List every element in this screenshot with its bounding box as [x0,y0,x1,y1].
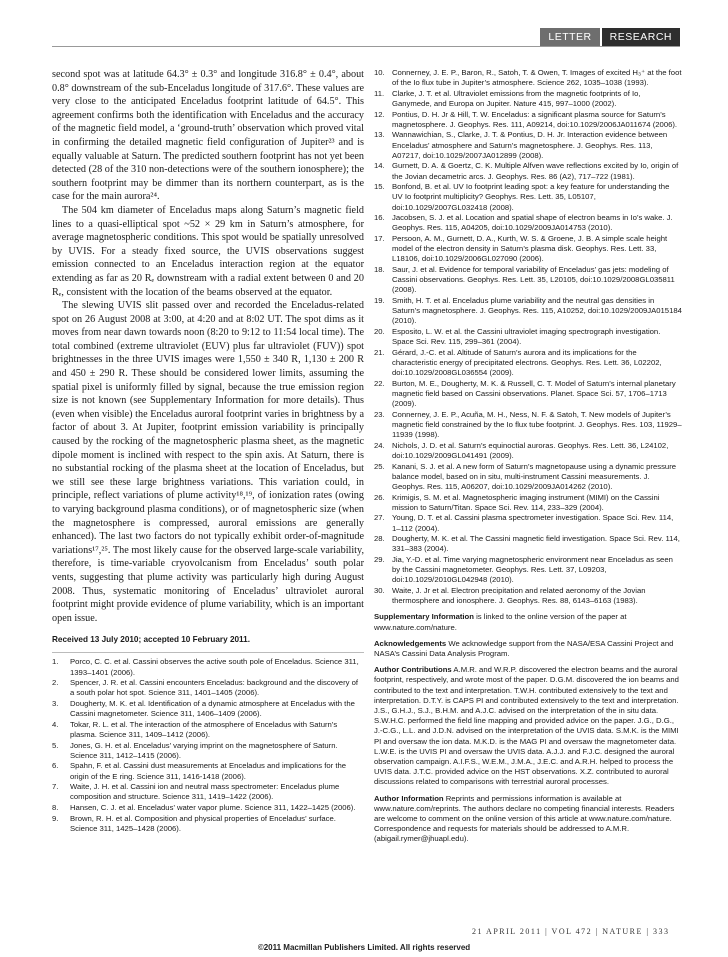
reference-item [374,296,682,327]
reference-number: 5. [52,740,59,750]
acknowledgements: Acknowledgements We acknowledge support from the NASA/ESA Cassini Project and NASA’s Cassini Data Analysis Program. [374,638,674,658]
reference-text: Waite, J. Jr et al. Electron precipitation and related aeronomy of the Jovian thermosphere and ionosphere. J. Geophys. Res. 88, 6143–6163 (1983). [392,585,646,606]
reference-text: Kanani, S. J. et al. A new form of Saturn’s magnetopause using a dynamic pressure balance model, based on in situ, multi-instrument Cassini measurements. J. Geophys. Res. 115, A06207, doi:10.1029/2009JA014262 (2010). [392,461,677,491]
reference-text: Jia, Y.-D. et al. Time varying magnetospheric environment near Enceladus as seen by the Cassini magnetometer. Geophys. Res. Lett. 37, L09203, doi:10.1029/2010GL042948 (2010). [392,554,673,585]
reference-number: 2. [52,678,59,688]
reference-item [52,699,364,719]
author-contributions: Author Contributions A.M.R. and W.R.P. discovered the electron beams and the auroral footprint, respectively, and wrote most of the paper. D.G.M. discovered the ion beams and contributed to the text and interpretation. T.W.H. contributed extensively to the text and interpretation. D.T.Y. is CAPS PI and contributed extensively to the text and interpretation. J.S., G.H.J., S.J., B.H.M. and A.J.C. advised on the interpretation of the in situ data. S.W.H.C. performed the field line mapping and provided advice on the paper. J.G., D.G., J.-C.G., L.L. and J.D.N. advised on the interpretation of the UVIS data. S.M.K. is the MIMI PI and oversaw the ion data. M.K.D. is the MAG PI and oversaw the magnetometer data. L.W.E. is the UVIS PI and oversaw the UVIS data. A.J.J. and F.J.C. designed the auroral observation campaign. A.I.F.S., W.E.M., J.M.A., J.E.C. and A.R.H. helped to process the UVIS data. J.T.C. provided advice on the HST observations. X.Z. contributed to auroral discussions related to comparisons with terrestrial auroral processes. [374,665,679,787]
received-date: Received 13 July 2010; accepted 10 February 2011. [52,635,250,645]
body-paragraph: second spot was at latitude 64.3° ± 0.3° and longitude 316.8° ± 0.4°, about 0.8° downstream of the sub-Enceladus longitude of 317.6°. These values are very close to the anticipated Enceladus footprint latitude of 64.5°. This agreement confirms both the identification with Enceladus and the accuracy of the magnetic field model, a ‘ground-truth’ observation which proved vital in confirming the detailed magnetic field configuration of Jupiter²³ and is equally valuable at Saturn. The predicted southern footprint has not yet been detected (28 of the 310 non-detections were of the southern ionosphere); the southern footprint may be dimmer than its northern counterpart, as is the case for the main aurora²⁴. [52,69,364,203]
reference-number: 9. [52,813,59,823]
issue-footer: 21 APRIL 2011 | VOL 472 | NATURE | 333 [472,927,670,936]
reference-number: 26. [374,492,385,502]
reference-number: 24. [374,440,385,450]
reference-item [374,182,682,213]
reference-text: Spencer, J. R. et al. Cassini encounters Enceladus: background and the discovery of a south polar hot spot. Science 311, 1401–1405 (2006). [70,678,359,698]
reference-number: 8. [52,802,59,812]
reference-text: Esposito, L. W. et al. the Cassini ultraviolet imaging spectrograph investigation. Space Sci. Rev. 115, 299–361 (2004). [392,326,661,347]
reference-item [374,68,682,88]
reference-number: 16. [374,213,385,223]
reference-number: 25. [374,461,385,471]
reference-number: 29. [374,554,385,564]
reference-number: 13. [374,130,385,140]
body-paragraph: The 504 km diameter of Enceladus maps along Saturn’s magnetic field lines to a quasi-elliptical spot ~52 × 29 km in Saturn’s atmosphere, for average magnetospheric conditions. This spot would be spatially unresolved by UVIS. For a steady fixed source, the UVIS observations suggest emission connected to an Enceladus interaction region at the equator extending as far as 20 Rₑ downstream with a radial extent between 0 and 20 Rₑ, consistent with the location of the beams observed at the equator. [52,204,364,298]
reference-text: Nichols, J. D. et al. Saturn’s equinoctial auroras. Geophys. Res. Lett. 36, L24102, doi:10.1029/2009GL041491 (2009). [392,440,669,460]
reference-number: 23. [374,409,385,419]
reference-text: Clarke, J. T. et al. Ultraviolet emissions from the magnetic footprints of Io, Ganymede, and Europa on Jupiter. Nature 415, 997–1000 (2002). [392,88,641,108]
reference-number: 7. [52,782,59,792]
reference-number: 1. [52,657,59,667]
reference-text: Connerney, J. E. P., Acuña, M. H., Ness, N. F. & Satoh, T. New models of Jupiter’s magnetic field constrained by the Io flux tube footprint. J. Geophys. Res. 103, 11929–11939 (1998). [392,409,682,440]
reference-number: 20. [374,326,385,336]
references-list-right [374,68,682,606]
reference-item [374,534,682,554]
copyright-footer: ©2011 Macmillan Publishers Limited. All rights reserved [257,943,471,952]
reference-item [374,161,682,181]
body-text [52,68,364,625]
reference-text: Porco, C. C. et al. Cassini observes the active south pole of Enceladus. Science 311, 1393–1401 (2006). [70,657,359,677]
author-information: Author Information Reprints and permissions information is available at www.nature.com/reprints. The authors declare no competing financial interests. Readers are welcome to comment on the online version of this article at www.nature.com/nature. Correspondence and requests for materials should be addressed to A.M.R. (abigail.rymer@jhuapl.edu). [374,793,675,844]
reference-number: 30. [374,585,385,595]
reference-item [374,586,682,606]
reference-item [374,379,682,410]
reference-number: 10. [374,68,385,77]
reference-item [52,678,364,698]
reference-item [374,327,682,347]
supplementary-info: Supplementary Information is linked to the online version of the paper at www.nature.com/nature. [374,612,627,632]
reference-text: Dougherty, M. K. et al. The Cassini magnetic field investigation. Space Sci. Rev. 114, 331–383 (2004). [392,534,680,554]
reference-number: 22. [374,378,385,388]
reference-item [374,410,682,441]
reference-text: Bonfond, B. et al. UV Io footprint leading spot: a key feature for understanding the UV Io footprint multiplicity? Geophys. Res. Lett. 35, L05107, doi:10.1029/2007GL032418 (2008). [392,182,670,212]
reference-text: Saur, J. et al. Evidence for temporal variability of Enceladus’ gas jets: modeling of Cassini observations. Geophys. Res. Lett. 35, L20105, doi:10.1029/2008GL035811 (2008). [392,264,675,295]
reference-item [374,513,682,533]
reference-number: 27. [374,513,385,523]
reference-item [374,213,682,233]
end-notes [374,612,682,844]
reference-number: 14. [374,161,385,171]
reference-item [374,89,682,109]
reference-item [374,462,682,493]
reference-item [374,441,682,461]
reference-text: Hansen, C. J. et al. Enceladus’ water vapor plume. Science 311, 1422–1425 (2006). [70,802,356,812]
reference-item [374,265,682,296]
reference-item [374,130,682,161]
reference-text: Jacobsen, S. J. et al. Location and spatial shape of electron beams in Io’s wake. J. Geophys. Res. 115, A04205, doi:10.1029/2009JA014753 (2010). [392,213,673,233]
left-column [52,68,364,834]
reference-number: 21. [374,347,385,357]
reference-item [52,814,364,834]
reference-number: 17. [374,233,385,243]
reference-item [374,348,682,379]
tag-letter: LETTER [540,28,599,46]
reference-number: 3. [52,698,59,708]
reference-text: Gérard, J.-C. et al. Altitude of Saturn’s aurora and its implications for the characteristic energy of precipitated electrons. Geophys. Res. Lett. 36, L02202, doi:10.1029/2008GL036554 (2009). [392,347,662,378]
reference-text: Tokar, R. L. et al. The interaction of the atmosphere of Enceladus with Saturn’s plasma. Science 311, 1409–1412 (2006). [70,719,338,739]
reference-item [374,555,682,586]
reference-number: 6. [52,761,59,771]
reference-number: 4. [52,719,59,729]
reference-text: Dougherty, M. K. et al. Identification of a dynamic atmosphere at Enceladus with the Cassini magnetometer. Science 311, 1406–1409 (2006). [70,698,355,719]
reference-item [374,110,682,130]
reference-text: Pontius, D. H. Jr & Hill, T. W. Enceladus: a significant plasma source for Saturn’s magnetosphere. J. Geophys. Res. 111, A09214, doi:10.1029/2006JA011674 (2006). [392,109,678,129]
reference-text: Persoon, A. M., Gurnett, D. A., Kurth, W. S. & Groene, J. B. A simple scale height model of the electron density in Saturn’s plasma disk. Geophys. Res. Lett. 33, L18106, doi:10.1029/2006GL027090 (2006). [392,233,668,264]
reference-item [52,741,364,761]
reference-text: Brown, R. H. et al. Composition and physical properties of Enceladus’ surface. Science 311, 1425–1428 (2006). [70,813,336,833]
section-tag [540,28,680,46]
reference-text: Gurnett, D. A. & Goertz, C. K. Multiple Alfven wave reflections excited by Io, origin of the Jovian decametric arcs. J. Geophys. Res. 86 (A2), 717–722 (1981). [392,161,679,181]
reference-item [374,493,682,513]
reference-text: Connerney, J. E. P., Baron, R., Satoh, T. & Owen, T. Images of excited H₃⁺ at the foot of the Io flux tube in Jupiter’s atmosphere. Science 262, 1035–1038 (1993). [392,68,682,88]
reference-text: Krimigis, S. M. et al. Magnetospheric imaging instrument (MIMI) on the Cassini mission to Saturn/Titan. Space Sci. Rev. 114, 233–329 (2004). [392,492,660,512]
reference-text: Jones, G. H. et al. Enceladus’ varying imprint on the magnetosphere of Saturn. Science 311, 1412–1415 (2006). [70,740,338,760]
right-column [374,68,682,851]
reference-number: 11. [374,88,385,98]
reference-item [374,234,682,265]
reference-number: 15. [374,182,385,192]
reference-text: Smith, H. T. et al. Enceladus plume variability and the neutral gas densities in Saturn’s magnetosphere. J. Geophys. Res. 115, A10252, doi:10.1029/2009JA015184 (2010). [392,295,682,326]
tag-research: RESEARCH [602,28,680,46]
references-list-left [52,657,364,834]
reference-number: 18. [374,264,385,274]
reference-number: 12. [374,109,385,119]
header-rule [52,46,680,47]
reference-number: 28. [374,534,385,544]
reference-number: 19. [374,295,385,305]
reference-item [52,803,364,813]
reference-item [52,657,364,677]
reference-text: Waite, J. H. et al. Cassini ion and neutral mass spectrometer: Enceladus plume composition and structure. Science 311, 1419–1422 (2006). [70,782,340,802]
reference-item [52,782,364,802]
reference-text: Wannawichian, S., Clarke, J. T. & Pontius, D. H. Jr. Interaction evidence between Enceladus’ atmosphere and Saturn’s magnetosphere. J. Geophys. Res. 113, A07217, doi:10.1029/2007JA012899 (2008). [392,130,668,160]
reference-text: Young, D. T. et al. Cassini plasma spectrometer investigation. Space Sci. Rev. 114, 1–112 (2004). [392,513,674,533]
references-rule [52,652,364,653]
body-paragraph: The slewing UVIS slit passed over and recorded the Enceladus-related spot on 26 August 2008 at 3:00, at 4:20 and at 8:02 UT. The spot dims as it moves from near dawn towards noon (8:20 to 9:12 to 11:54 local time). The total combined (extreme ultraviolet (EUV) plus far ultraviolet (FUV)) spot brightnesses in the three UVIS images were 1,550 ± 340 R, 1,130 ± 200 R and 450 ± 290 R. These should be considered lower limits, assuming the spatial pixel is uniformly filled by signal, because the true emission region size is not known (see Supplementary Information for more details). Thus (even when visible) the Enceladus auroral footprint varies in brightness by a factor of about 3. At Jupiter, footprint emission variability is principally caused by the rocking of the magnetospheric plasma sheet, as the magnetic dipole moment is inclined with respect to the spin axis. At Saturn, there is no substantial rocking of the plasma sheet at the location of Enceladus, but we still see these large brightness variations. This variation could, in principle, reflect variations of plume activity¹⁸,¹⁹, of ionization rates (owing to varying background plasma conditions), or of magnetospheric size (when the magnetosphere is compressed, auroral emissions are generally enhanced). The last two factors do not typically exhibit order-of-magnitude variations¹⁷,²⁵. The most likely cause for the observed large-scale variability, therefore, is time-variable cryovolcanism from Enceladus’ south polar vents, suggesting that plume activity was particularly high during August 2008. Thus, systematic monitoring of Enceladus’ ultraviolet auroral footprint might provide evidence of plume variability, which is an important open issue. [52,300,364,624]
reference-item [52,720,364,740]
reference-text: Burton, M. E., Dougherty, M. K. & Russell, C. T. Model of Saturn’s internal planetary magnetic field based on Cassini observations. Planet. Space Sci. 57, 1706–1713 (2009). [392,378,676,409]
reference-item [52,761,364,781]
reference-text: Spahn, F. et al. Cassini dust measurements at Enceladus and implications for the origin of the E ring. Science 311, 1416-1418 (2006). [70,761,347,781]
